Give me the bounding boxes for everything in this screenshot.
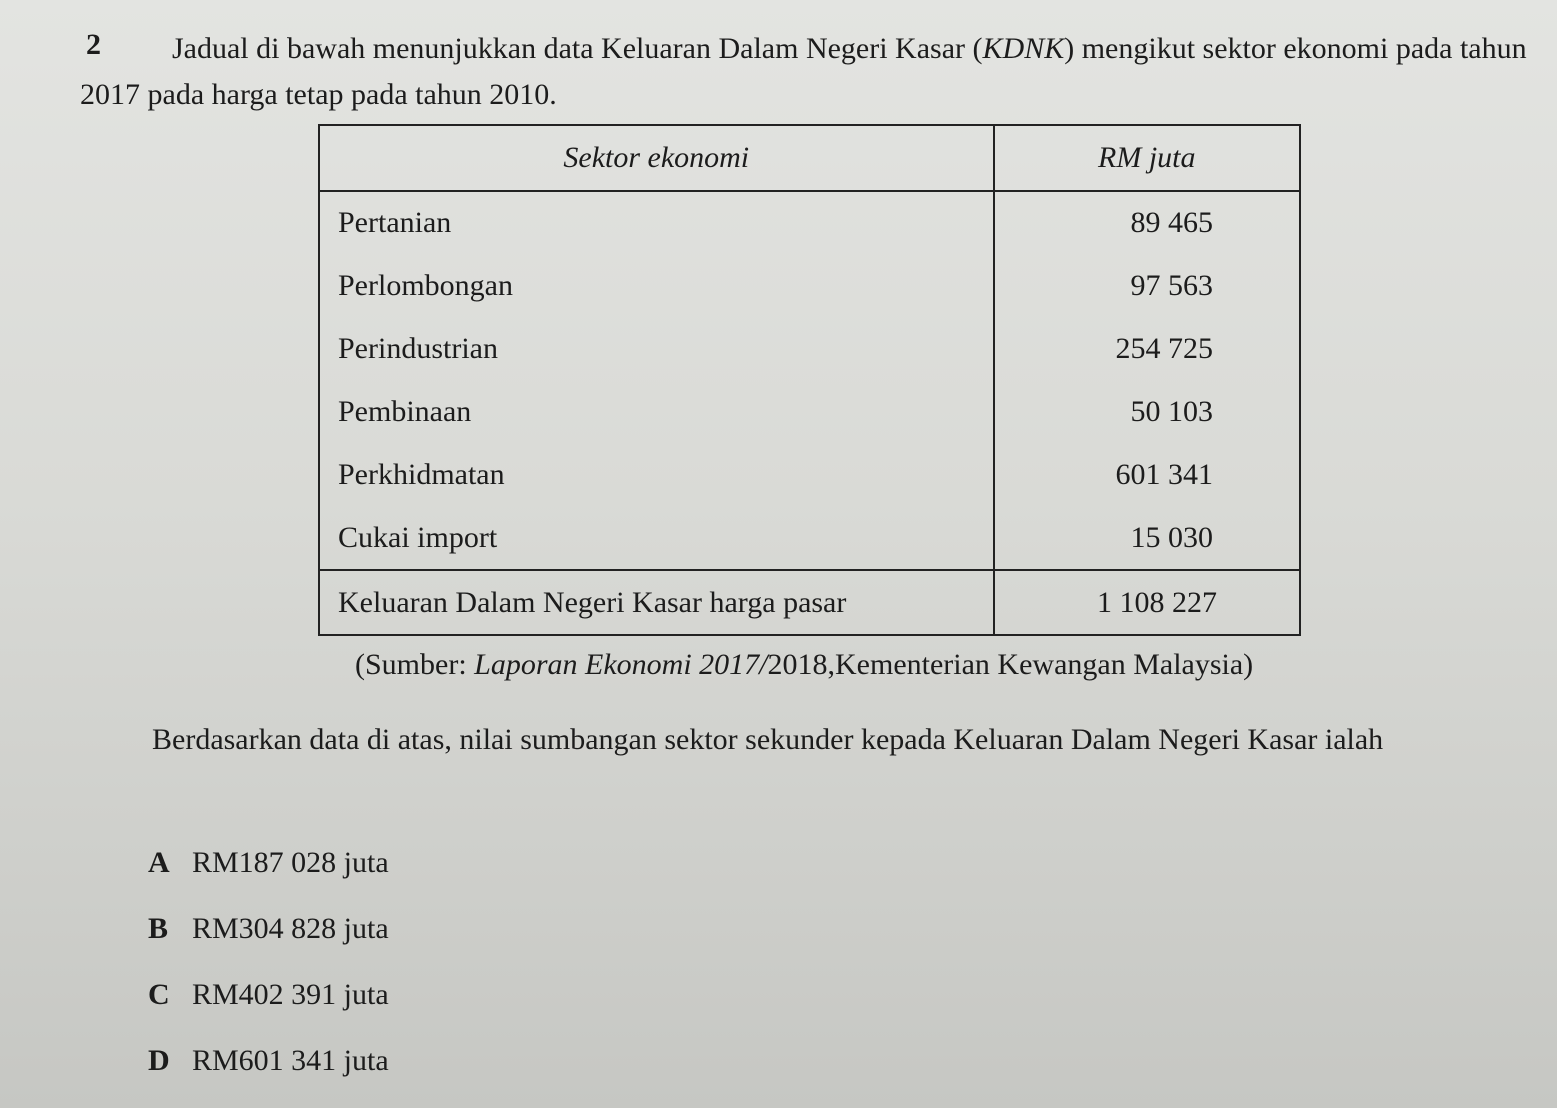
gdp-sector-table [318,124,1301,636]
sector-value: 50 103 [994,381,1300,444]
table-row [319,443,1300,506]
option-text: RM601 341 juta [192,1044,389,1077]
header-value: RM juta [994,125,1300,191]
option-letter: D [148,1044,170,1077]
table-row [319,381,1300,444]
option-b[interactable] [148,896,389,962]
total-value: 1 108 227 [994,570,1300,635]
intro-text-part1: Jadual di bawah menunjukkan data Keluaran Dalam Negeri Kasar ( [172,32,983,65]
sector-name: Perlombongan [319,255,994,318]
total-label: Keluaran Dalam Negeri Kasar harga pasar [319,570,994,635]
sector-value: 601 341 [994,443,1300,506]
sector-value: 254 725 [994,318,1300,381]
table-header-row [319,125,1300,191]
intro-text-part2: ) mengikut sektor ekonomi pada tahun 2017 pada harga tetap pada tahun 2010. [80,32,1527,111]
header-sector: Sektor ekonomi [319,125,994,191]
sector-name: Perindustrian [319,318,994,381]
option-letter: A [148,846,170,879]
source-prefix: (Sumber: [355,648,475,681]
option-letter: B [148,912,169,945]
source-title: Laporan Ekonomi 2017/ [474,648,768,681]
sector-value: 15 030 [994,506,1300,570]
question-prompt: Berdasarkan data di atas, nilai sumbangan sektor sekunder kepada Keluaran Dalam Negeri Kasar ialah [152,723,1384,756]
table-source [355,648,1253,682]
table-total-row [319,570,1300,635]
option-d[interactable] [148,1028,389,1094]
question-intro [80,26,1530,118]
source-suffix: 2018,Kementerian Kewangan Malaysia) [767,648,1254,681]
intro-abbreviation: KDNK [982,32,1065,65]
sector-name: Perkhidmatan [319,443,994,506]
sector-value: 97 563 [994,255,1300,318]
option-c[interactable] [148,962,389,1028]
question-number: 2 [86,28,101,61]
option-text: RM402 391 juta [192,978,389,1011]
option-text: RM304 828 juta [192,912,389,945]
table-row [319,255,1300,318]
option-text: RM187 028 juta [192,846,389,879]
option-letter: C [148,978,170,1011]
sector-name: Pertanian [319,191,994,255]
sector-name: Cukai import [319,506,994,570]
option-a[interactable] [148,830,389,896]
answer-options [148,830,389,1094]
sector-name: Pembinaan [319,381,994,444]
table-row [319,191,1300,255]
table-row [319,318,1300,381]
sector-value: 89 465 [994,191,1300,255]
table-row [319,506,1300,570]
